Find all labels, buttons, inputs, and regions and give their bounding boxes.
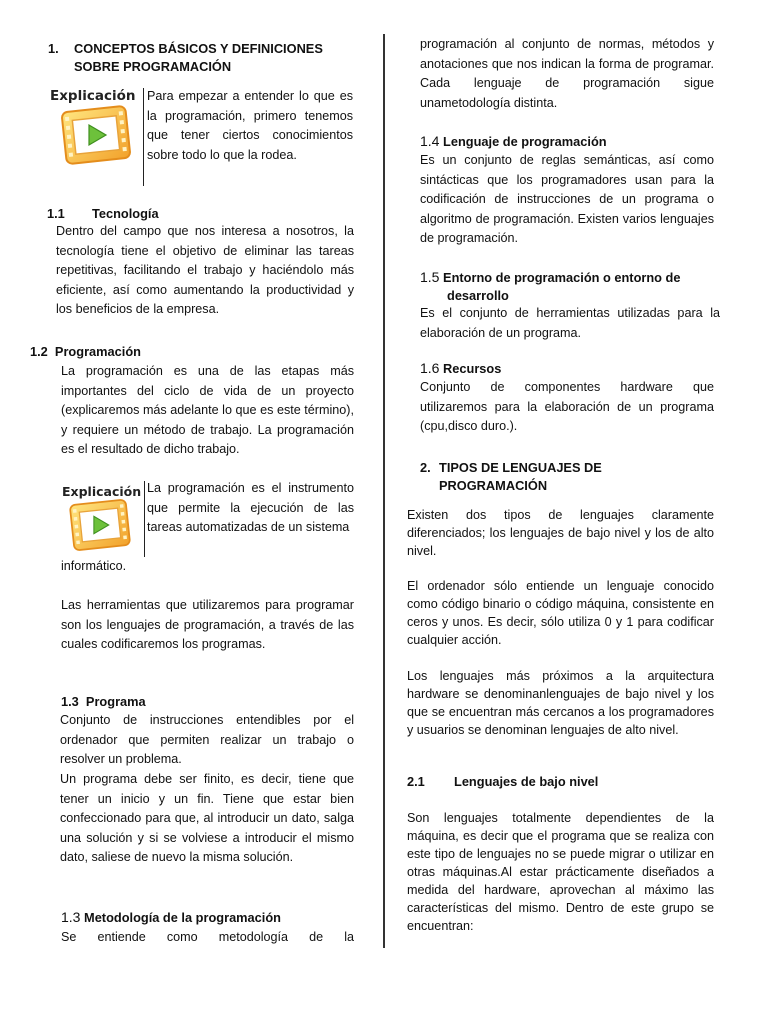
section-1-6-text: Conjunto de componentes hardware que utilizaremos para la elaboración de un programa (cpu,disco duro.). bbox=[420, 380, 714, 434]
section-number: 1.3 bbox=[61, 694, 79, 709]
section-number: 1.6 bbox=[420, 360, 440, 376]
film-play-icon bbox=[58, 103, 134, 167]
explicacion-badge bbox=[50, 87, 150, 179]
section-title: Metodología de la programación bbox=[84, 910, 281, 925]
section-1-3b-heading bbox=[61, 908, 357, 927]
section-title: Tecnología bbox=[92, 206, 159, 221]
section-1-heading bbox=[48, 40, 358, 76]
section-title: Recursos bbox=[443, 361, 502, 376]
section-number: 1.1 bbox=[47, 206, 65, 221]
section-1-2-heading bbox=[30, 343, 330, 361]
section-2-heading bbox=[420, 459, 739, 495]
herramientas-text: Las herramientas que utilizaremos para programar son los lenguajes de programación, a través de las cuales codificaremos los programas. bbox=[61, 598, 354, 652]
section-1-3-text-2: Un programa debe ser finito, es decir, tiene que tener un inicio y un fin. Tiene que estar bien confeccionado para que, al introducir un dato, salga una solución y si se volviese a introducir el mismo dato, saliese de nuevo la misma solución. bbox=[60, 772, 354, 865]
explicacion-text-tail: informático. bbox=[61, 559, 127, 573]
section-1-4-heading bbox=[420, 132, 720, 151]
section-1-6-heading bbox=[420, 359, 720, 378]
section-1-3-text-1: Conjunto de instrucciones entendibles por el ordenador que permiten realizar un trabajo o resolver un problema. bbox=[60, 713, 354, 767]
section-1-5-heading bbox=[420, 268, 730, 305]
section-title-line1: TIPOS DE LENGUAJES DE bbox=[439, 460, 602, 475]
section-2-1-text: Son lenguajes totalmente dependientes de la máquina, es decir que el programa que se realiza con este tipo de lenguajes no se puede migrar o utilizar en otras máquinas.Al estar prácticamente diseñados a medida del hardware, aprovechan al máximo las características del mismo. Dentro de este grupo se encuentran: bbox=[407, 811, 714, 933]
section-number: 1.4 bbox=[420, 133, 440, 149]
explicacion-rule bbox=[144, 481, 145, 557]
section-1-2-text: La programación es una de las etapas más importantes del ciclo de vida de un proyecto (explicaremos más adelante lo que es este término), y requiere un método de trabajo. La programación es el resultado de dicho trabajo. bbox=[61, 364, 354, 457]
section-title-line1: CONCEPTOS BÁSICOS Y DEFINICIONES bbox=[74, 41, 323, 56]
continued-text: programación al conjunto de normas, métodos y anotaciones que nos indican la forma de programar. Cada lenguaje de programación sigue unametodología distinta. bbox=[420, 37, 714, 110]
section-title: Programa bbox=[85, 694, 146, 709]
section-number: 2. bbox=[420, 460, 431, 475]
explicacion-label: Explicación bbox=[62, 484, 142, 499]
section-title-line2: desarrollo bbox=[447, 288, 509, 303]
section-2-text-1: Existen dos tipos de lenguajes claramente diferenciados; los lenguajes de bajo nivel y los de alto nivel. bbox=[407, 508, 714, 558]
explicacion-label: Explicación bbox=[50, 88, 136, 104]
section-1-4-text: Es un conjunto de reglas semánticas, así como sintácticas que los programadores usan para la codificación de instrucciones de un programa o algoritmo de programación. Existen varios lenguajes de programación. bbox=[420, 153, 714, 246]
film-play-icon bbox=[66, 497, 134, 553]
explicacion-text: Para empezar a entender lo que es la programación, primero tenemos que tener ciertos conocimientos sobre todo lo que la rodea. bbox=[147, 89, 353, 162]
section-title: Lenguajes de bajo nivel bbox=[454, 774, 599, 789]
section-title: Lenguaje de programación bbox=[443, 134, 607, 149]
section-number: 1.2 bbox=[30, 344, 48, 359]
section-title-line2: SOBRE PROGRAMACIÓN bbox=[74, 59, 232, 74]
section-1-5-text: Es el conjunto de herramientas utilizadas para la elaboración de un programa. bbox=[420, 306, 720, 340]
section-number: 1. bbox=[48, 41, 59, 56]
explicacion-rule bbox=[143, 88, 144, 186]
section-1-3-heading bbox=[61, 693, 351, 711]
section-title-line1: Entorno de programación o entorno de bbox=[443, 270, 681, 285]
section-1-1-heading bbox=[47, 205, 347, 223]
section-2-1-heading bbox=[407, 773, 707, 791]
section-1-1-text: Dentro del campo que nos interesa a nosotros, la tecnología tiene el objetivo de eliminar las tareas repetitivas, facilitando el trabajo y haciéndolo más eficiente, así como aumentando la productividad y los beneficios de la empresa. bbox=[56, 224, 354, 317]
section-number: 1.5 bbox=[420, 269, 440, 285]
column-divider bbox=[383, 34, 385, 948]
section-number: 1.3 bbox=[61, 909, 81, 925]
section-title-line2: PROGRAMACIÓN bbox=[439, 478, 548, 493]
section-2-text-3: Los lenguajes más próximos a la arquitectura hardware se denominanlenguajes de bajo nivel y los que se encuentran más cercanos a los programadores y usuarios se denominan lenguajes de alto nivel. bbox=[407, 669, 714, 737]
section-2-text-2: El ordenador sólo entiende un lenguaje conocido como código binario o código máquina, consistente en ceros y unos. Es decir, sólo utiliza 0 y 1 para codificar cualquier acción. bbox=[407, 579, 714, 647]
section-title: Programación bbox=[54, 344, 141, 359]
section-1-3b-text: Se entiende como metodología de la bbox=[61, 930, 354, 944]
explicacion-badge bbox=[62, 482, 152, 562]
section-number: 2.1 bbox=[407, 774, 425, 789]
explicacion-text: La programación es el instrumento que permite la ejecución de las tareas automatizadas de un sistema bbox=[147, 481, 354, 535]
